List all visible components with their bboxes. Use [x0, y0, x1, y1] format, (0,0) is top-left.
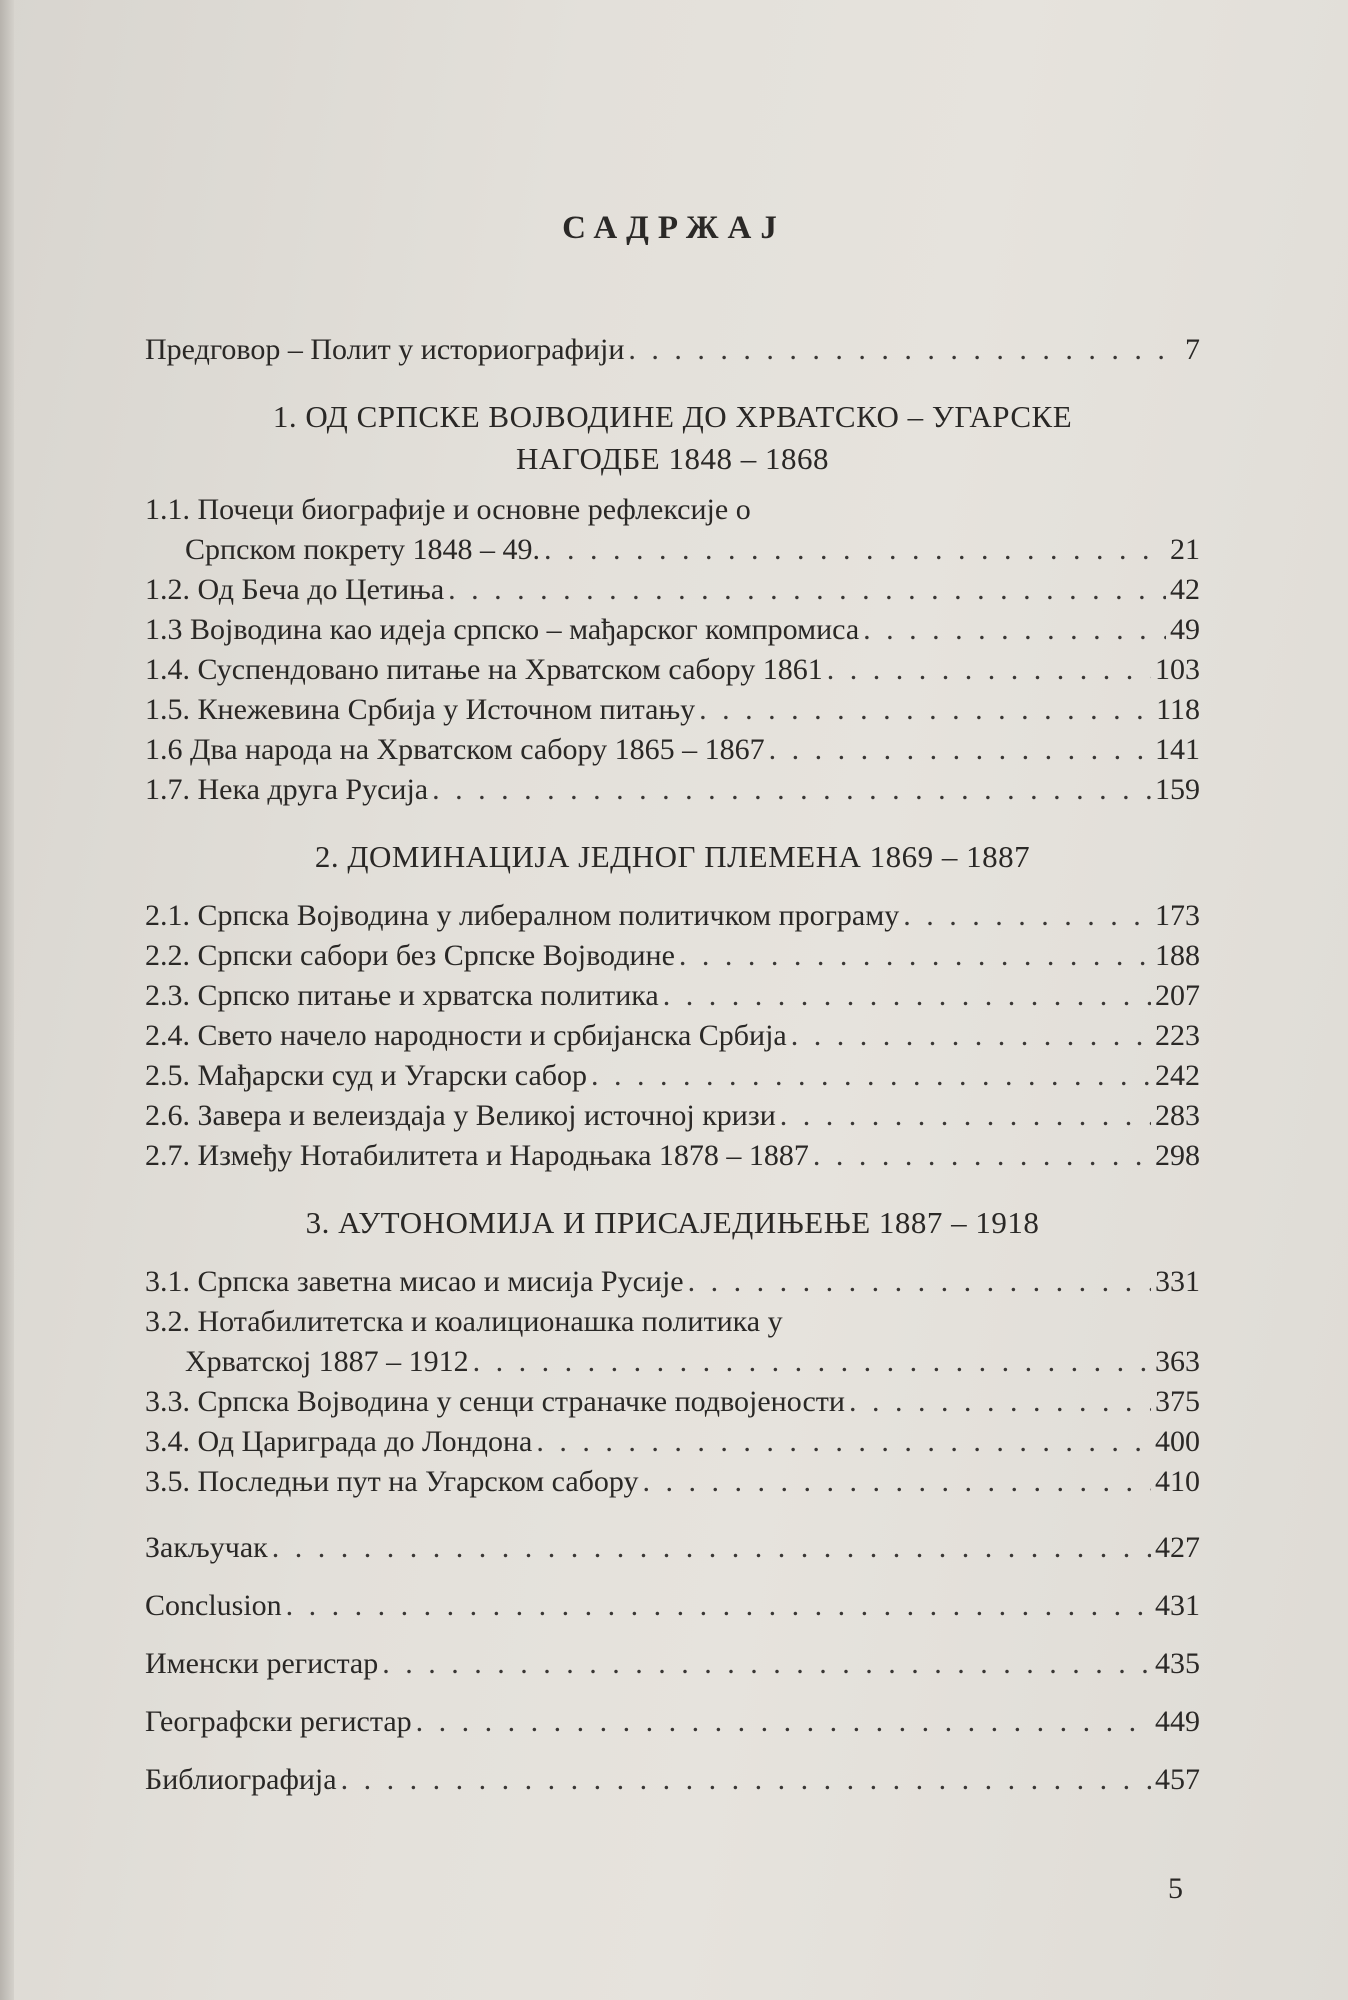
entry-title: Географски регистар [145, 1705, 412, 1738]
entry-page: 21 [1170, 533, 1200, 566]
entry-title: Предговор – Полит у историографији [145, 333, 625, 366]
entry-title: 3.5. Последњи пут на Угарском сабору [145, 1465, 639, 1498]
toc-entry-geographic-index[interactable] [145, 1702, 1200, 1742]
dot-leader [643, 1462, 1151, 1502]
entry-page: 49 [1170, 613, 1200, 646]
entry-page: 435 [1155, 1647, 1200, 1680]
entry-title: 1.7. Нека друга Русија [145, 773, 429, 806]
entry-page: 42 [1170, 573, 1200, 606]
entry-page: 103 [1155, 653, 1200, 686]
entry-page: 400 [1155, 1425, 1200, 1458]
toc-entry[interactable] [145, 690, 1200, 730]
dot-leader [591, 1056, 1151, 1096]
toc-entry[interactable] [145, 1262, 1200, 1302]
toc-entry[interactable] [145, 1382, 1200, 1422]
toc-entry-conclusion-sr[interactable] [145, 1528, 1200, 1568]
entry-page: 283 [1155, 1099, 1200, 1132]
toc-entry-conclusion-en[interactable] [145, 1586, 1200, 1626]
dot-leader [780, 1096, 1151, 1136]
dot-leader [849, 1382, 1151, 1422]
entry-page: 141 [1155, 733, 1200, 766]
entry-title: 1.3 Војводина као идеја српско – мађарског компромиса [145, 613, 860, 646]
dot-leader [416, 1702, 1151, 1742]
chapter-title-line: 1. ОД СРПСКЕ ВОЈВОДИНЕ ДО ХРВАТСКО – УГАРСКЕ [272, 399, 1073, 434]
entry-title: Библиографија [145, 1763, 337, 1796]
toc-entry-bibliography[interactable] [145, 1760, 1200, 1800]
entry-title: 1.2. Од Беча до Цетиња [145, 573, 445, 606]
dot-leader [341, 1760, 1151, 1800]
toc-entry-name-index[interactable] [145, 1644, 1200, 1684]
contents-heading: САДРЖАЈ [562, 210, 786, 246]
dot-leader [432, 770, 1151, 810]
toc-entry[interactable] [145, 730, 1200, 770]
chapter-2-title [145, 836, 1200, 878]
entry-title: 1.5. Кнежевина Србија у Источном питању [145, 693, 696, 726]
entry-title: Српском покрету 1848 – 49. [185, 533, 541, 566]
toc-entry[interactable] [145, 650, 1200, 690]
chapter-3-title [145, 1202, 1200, 1244]
dot-leader [473, 1342, 1151, 1382]
toc-entry[interactable] [145, 976, 1200, 1016]
entry-page: 207 [1155, 979, 1200, 1012]
dot-leader [382, 1644, 1151, 1684]
entry-title: 1.4. Суспендовано питање на Хрватском сабору 1861 [145, 653, 823, 686]
toc-entry[interactable] [145, 1342, 1200, 1382]
entry-page: 331 [1155, 1265, 1200, 1298]
dot-leader [286, 1586, 1151, 1626]
toc-entry[interactable] [145, 1422, 1200, 1462]
entry-page: 363 [1155, 1345, 1200, 1378]
entry-title: Хрватској 1887 – 1912 [185, 1345, 469, 1378]
chapter-title-line: 3. АУТОНОМИЈА И ПРИСАЈЕДИЊЕЊЕ 1887 – 1918 [305, 1205, 1040, 1240]
dot-leader [663, 976, 1151, 1016]
entry-title: 3.3. Српска Војводина у сенци страначке подвојености [145, 1385, 845, 1418]
dot-leader [903, 896, 1151, 936]
toc-entry-foreword[interactable] [145, 330, 1200, 370]
entry-page: 457 [1155, 1763, 1200, 1796]
dot-leader [769, 730, 1151, 770]
dot-leader [699, 690, 1152, 730]
dot-leader [863, 610, 1166, 650]
entry-title: Именски регистар [145, 1647, 379, 1680]
dot-leader [827, 650, 1151, 690]
dot-leader [536, 1422, 1151, 1462]
entry-title: 2.3. Српско питање и хрватска политика [145, 979, 659, 1012]
entry-title: 3.1. Српска заветна мисао и мисија Русије [145, 1265, 684, 1298]
dot-leader [628, 330, 1176, 370]
toc-entry[interactable] [145, 530, 1200, 570]
chapter-title-line: НАГОДБЕ 1848 – 1868 [516, 441, 829, 476]
toc-entry[interactable] [145, 1136, 1200, 1176]
entry-title: Conclusion [145, 1589, 282, 1622]
dot-leader [544, 530, 1166, 570]
dot-leader [272, 1528, 1151, 1568]
toc-entry[interactable] [145, 1096, 1200, 1136]
page-number: 5 [1168, 1872, 1183, 1905]
entry-page: 375 [1155, 1385, 1200, 1418]
chapter-1-title [145, 396, 1200, 480]
toc-entry[interactable] [145, 1462, 1200, 1502]
entry-title: 2.6. Завера и велеиздаја у Великој источној кризи [145, 1099, 776, 1132]
entry-page: 449 [1155, 1705, 1200, 1738]
toc-entry[interactable] [145, 1016, 1200, 1056]
toc-entry[interactable] [145, 936, 1200, 976]
entry-title: 2.7. Између Нотабилитета и Народњака 1878 – 1887 [145, 1139, 809, 1172]
entry-title: Закључак [145, 1531, 268, 1564]
dot-leader [791, 1016, 1151, 1056]
entry-page: 7 [1185, 333, 1200, 366]
entry-page: 298 [1155, 1139, 1200, 1172]
dot-leader [448, 570, 1166, 610]
entry-page: 118 [1156, 693, 1200, 726]
toc-entry[interactable] [145, 896, 1200, 936]
table-of-contents [145, 330, 1200, 1800]
entry-page: 427 [1155, 1531, 1200, 1564]
entry-page: 410 [1155, 1465, 1200, 1498]
entry-page: 431 [1155, 1589, 1200, 1622]
entry-title: 2.2. Српски сабори без Српске Војводине [145, 939, 675, 972]
entry-page: 173 [1155, 899, 1200, 932]
entry-title: 2.5. Мађарски суд и Угарски сабор [145, 1059, 588, 1092]
dot-leader [679, 936, 1151, 976]
entry-page: 188 [1155, 939, 1200, 972]
entry-page: 223 [1155, 1019, 1200, 1052]
dot-leader [688, 1262, 1151, 1302]
page-gutter-edge [0, 0, 14, 2000]
dot-leader [813, 1136, 1151, 1176]
toc-entry-line: 3.2. Нотабилитетска и коалиционашка политика у [145, 1305, 783, 1338]
toc-entry[interactable] [145, 1056, 1200, 1096]
entry-title: 3.4. Од Цариграда до Лондона [145, 1425, 533, 1458]
toc-entry[interactable] [145, 610, 1200, 650]
toc-entry[interactable] [145, 770, 1200, 810]
entry-title: 2.1. Српска Војводина у либералном политичком програму [145, 899, 900, 932]
toc-entry[interactable] [145, 570, 1200, 610]
entry-title: 2.4. Свето начело народности и србијанска Србија [145, 1019, 787, 1052]
toc-entry-line: 1.1. Почеци биографије и основне рефлексије о [145, 493, 751, 526]
entry-page: 159 [1155, 773, 1200, 806]
chapter-title-line: 2. ДОМИНАЦИЈА ЈЕДНОГ ПЛЕМЕНА 1869 – 1887 [314, 839, 1031, 874]
entry-page: 242 [1155, 1059, 1200, 1092]
entry-title: 1.6 Два народа на Хрватском сабору 1865 – 1867 [145, 733, 765, 766]
